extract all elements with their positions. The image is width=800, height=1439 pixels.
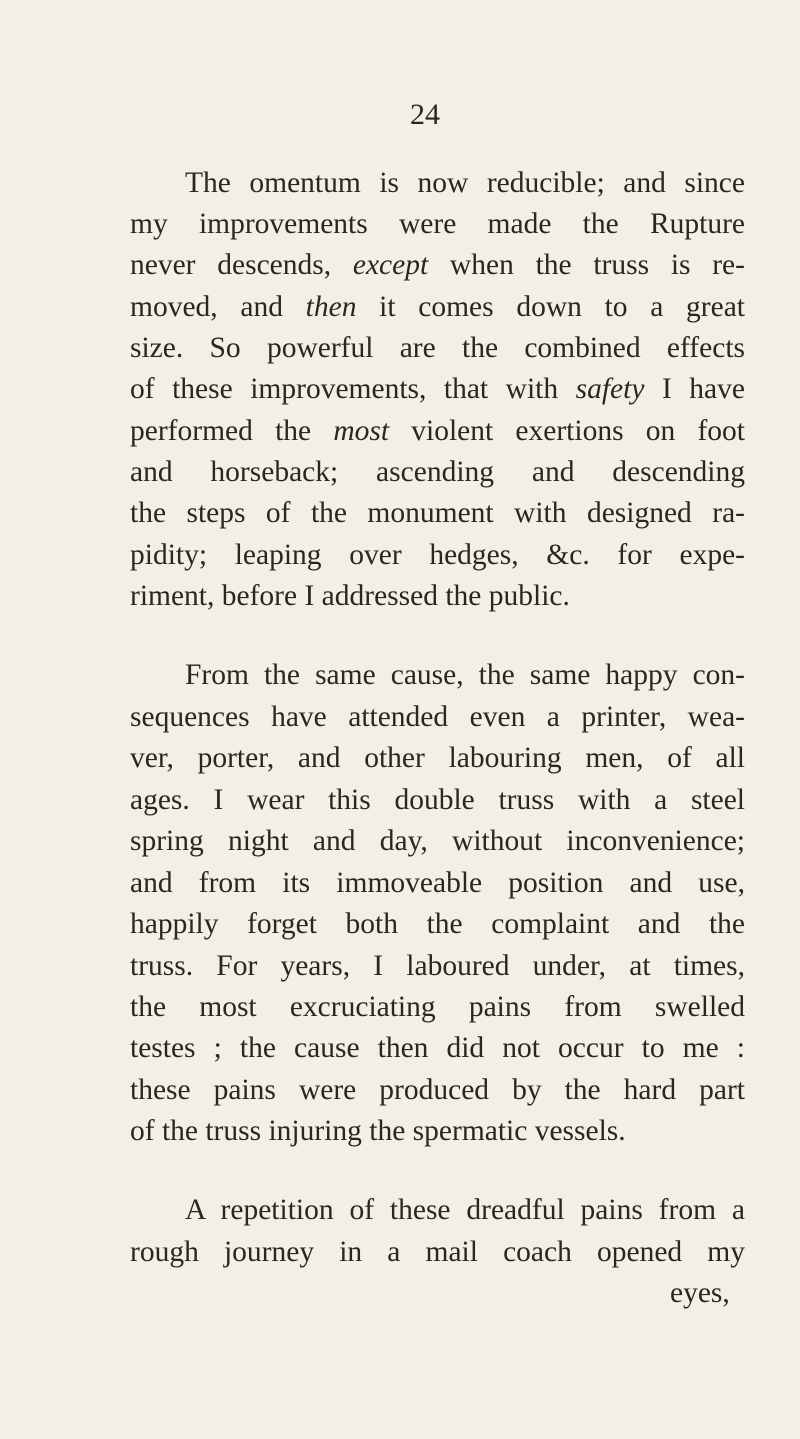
text-line: size. So powerful are the combined effects: [130, 332, 745, 364]
catchword: eyes,: [670, 1277, 730, 1309]
italic-emphasis: then: [305, 291, 357, 323]
text-line: the steps of the monument with designed ra-: [130, 497, 745, 529]
text-line: A repetition of these dreadful pains from a: [185, 1194, 745, 1226]
italic-emphasis: safety: [575, 373, 645, 405]
text-line: riment, before I addressed the public.: [130, 580, 570, 612]
text-line: performed the most violent exertions on foot: [130, 415, 745, 447]
text-line: sequences have attended even a printer, wea-: [130, 701, 745, 733]
italic-emphasis: except: [352, 249, 429, 281]
text-line: of the truss injuring the spermatic vessels.: [130, 1115, 626, 1147]
text-line: happily forget both the complaint and the: [130, 908, 745, 940]
text-line: the most excruciating pains from swelled: [130, 991, 745, 1023]
text-line: ages. I wear this double truss with a steel: [130, 784, 745, 816]
text-line: moved, and then it comes down to a great: [130, 291, 745, 323]
text-line: truss. For years, I laboured under, at times,: [130, 950, 745, 982]
text-line: The omentum is now reducible; and since: [185, 167, 745, 199]
text-line: spring night and day, without inconvenience;: [130, 825, 745, 857]
text-line: ver, porter, and other labouring men, of all: [130, 742, 745, 774]
text-line: pidity; leaping over hedges, &c. for expe-: [130, 539, 745, 571]
page-number: 24: [410, 98, 440, 131]
text-line: and horseback; ascending and descending: [130, 456, 745, 488]
text-line: testes ; the cause then did not occur to me :: [130, 1032, 745, 1064]
text-line: and from its immoveable position and use,: [130, 867, 745, 899]
text-line: rough journey in a mail coach opened my: [130, 1236, 745, 1268]
text-line: never descends, except when the truss is re-: [130, 249, 745, 281]
text-line: my improvements were made the Rupture: [130, 208, 745, 240]
text-line: these pains were produced by the hard part: [130, 1074, 745, 1106]
text-line: From the same cause, the same happy con-: [185, 659, 745, 691]
italic-emphasis: most: [333, 415, 390, 447]
text-line: of these improvements, that with safety I have: [130, 373, 745, 405]
